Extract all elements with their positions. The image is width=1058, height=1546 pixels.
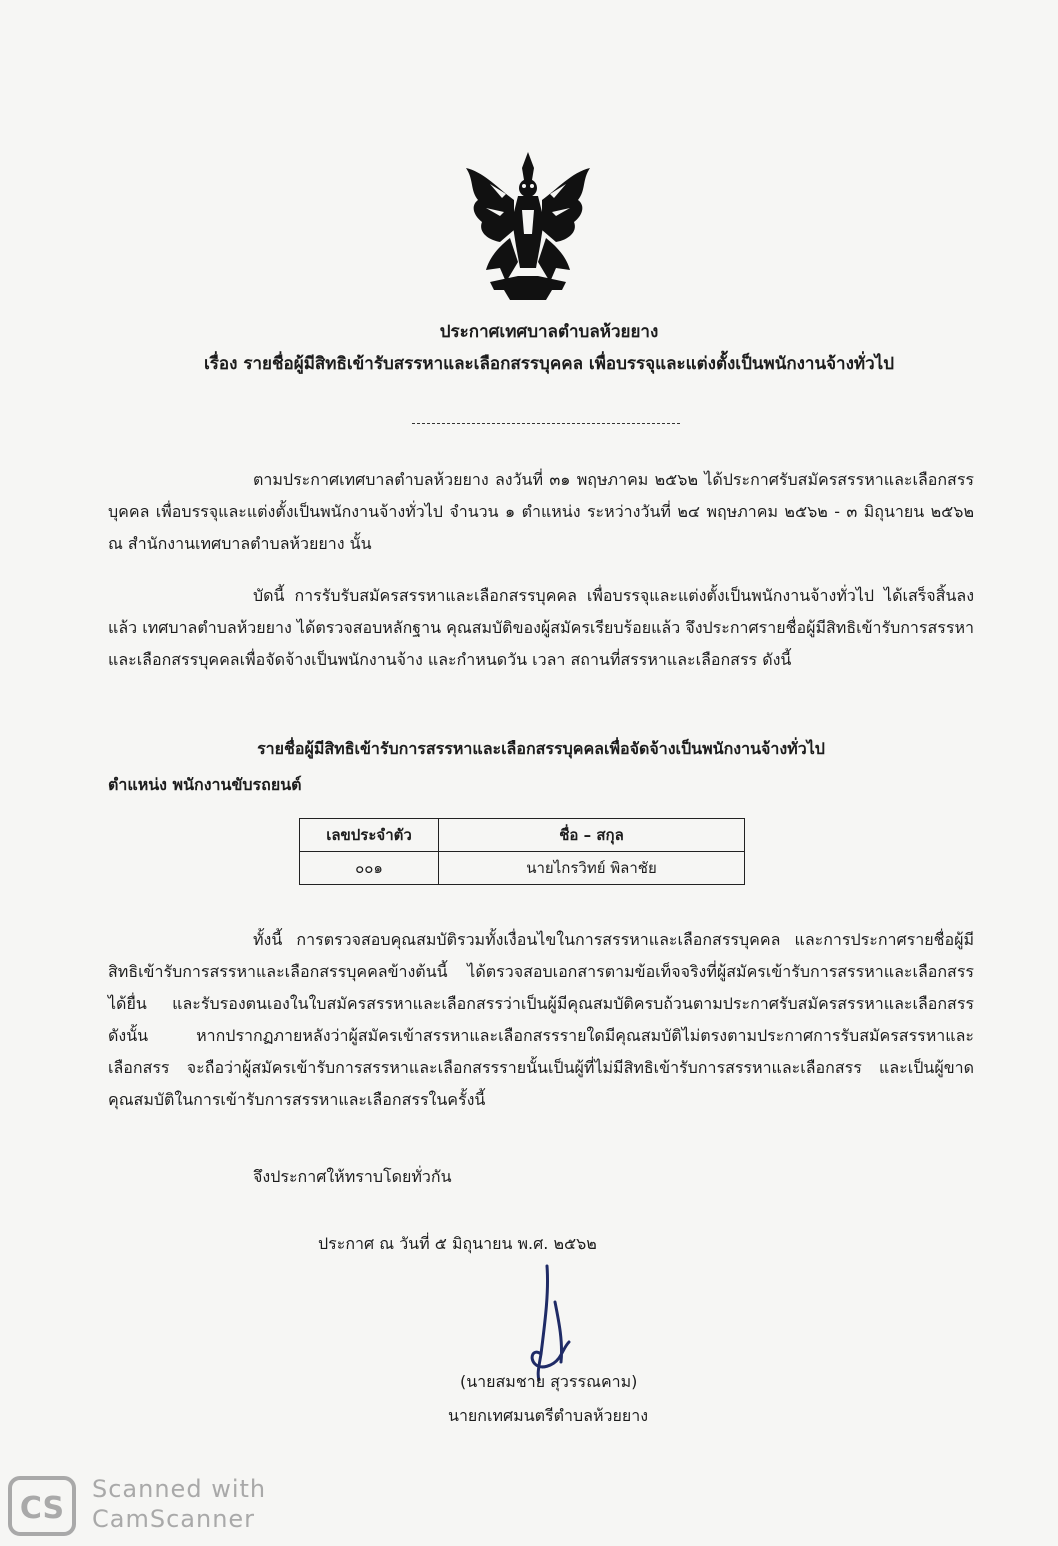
subject-heading: เรื่อง รายชื่อผู้มีสิทธิเข้ารับสรรหาและเลือกสรรบุคคล เพื่อบรรจุและแต่งตั้งเป็นพนักงานจ้างทั่วไป [203,354,894,374]
watermark-line2: CamScanner [92,1505,256,1533]
garuda-emblem-icon [460,150,596,302]
agency-heading: ประกาศเทศบาลตำบลห้วยยาง [439,322,659,342]
camscanner-logo-icon [8,1476,76,1536]
signer-title: นายกเทศมนตรีตำบลห้วยยาง [448,1406,649,1425]
paragraph-text: ตามประกาศเทศบาลตำบลห้วยยาง ลงวันที่ ๓๑ พฤษภาคม ๒๕๖๒ ได้ประกาศรับสมัครสรรหาและเลือกสรรบุคคล เพื่อบรรจุและแต่งตั้งเป็นพนักงานจ้างทั่วไป จำนวน ๑ ตำแหน่ง ระหว่างวันที่ ๒๔ พฤษภาคม ๒๕๖๒ - ๓ มิถุนายน ๒๕๖๒ ณ สำนักงานเทศบาลตำบลห้วยยาง นั้น [108,470,975,553]
position-label: ตำแหน่ง พนักงานขับรถยนต์ [108,775,302,794]
table-row [300,852,745,885]
camscanner-logo-text: CS [19,1491,65,1526]
column-header-id: เลขประจำตัว [300,819,439,852]
list-title: รายชื่อผู้มีสิทธิเข้ารับการสรรหาและเลือกสรรบุคคลเพื่อจัดจ้างเป็นพนักงานจ้างทั่วไป [257,739,825,758]
cell-id: ๐๐๑ [300,852,439,885]
announcement-date: ประกาศ ณ วันที่ ๕ มิถุนายน พ.ศ. ๒๕๖๒ [318,1234,597,1253]
table-header-row [300,819,745,852]
paragraph-conditions [108,924,974,1116]
paragraph-text: ทั้งนี้ การตรวจสอบคุณสมบัติรวมทั้งเงื่อนไขในการสรรหาและเลือกสรรบุคคล และการประกาศรายชื่อผู้มีสิทธิเข้ารับการสรรหาและเลือกสรรบุคคลข้างต้นนี้ ได้ตรวจสอบเอกสารตามข้อเท็จจริงที่ผู้สมัครเข้ารับการสรรหาและเลือกสรรได้ยื่น และรับรองตนเองในใบสมัครสรรหาและเลือกสรรว่าเป็นผู้มีคุณสมบัติครบถ้วนตามประกาศรับสมัครสรรหาและเลือกสรร ดังนั้น หากปรากฏภายหลังว่าผู้สมัครเข้าสรรหาและเลือกสรรรายใดมีคุณสมบัติไม่ตรงตามประกาศการรับสมัครสรรหาและเลือกสรร จะถือว่าผู้สมัครเข้ารับการสรรหาและเลือกสรรรายนั้นเป็นผู้ที่ไม่มีสิทธิเข้ารับการสรรหาและเลือกสรร และเป็นผู้ขาดคุณสมบัติในการเข้ารับการสรรหาและเลือกสรรในครั้งนี้ [108,930,974,1109]
cell-name: นายไกรวิทย์ พิลาชัย [439,852,745,885]
signer-name: (นายสมชาย สุวรรณคาม) [460,1372,638,1391]
scanner-watermark [92,1474,266,1534]
divider [412,423,680,424]
paragraph-announcement-reference [108,464,974,560]
column-header-name: ชื่อ – สกุล [439,819,745,852]
paragraph-text: บัดนี้ การรับรับสมัครสรรหาและเลือกสรรบุคคล เพื่อบรรจุและแต่งตั้งเป็นพนักงานจ้างทั่วไป ได้เสร็จสิ้นลงแล้ว เทศบาลตำบลห้วยยาง ได้ตรวจสอบหลักฐาน คุณสมบัติของผู้สมัครเรียบร้อยแล้ว จึงประกาศรายชื่อผู้มีสิทธิเข้ารับการสรรหาและเลือกสรรบุคคลเพื่อจัดจ้างเป็นพนักงานจ้าง และกำหนดวัน เวลา สถานที่สรรหาและเลือกสรร ดังนี้ [108,586,974,669]
signature-icon [525,1262,575,1384]
candidate-table [299,818,745,885]
watermark-line1: Scanned with [92,1475,267,1503]
paragraph-text: จึงประกาศให้ทราบโดยทั่วกัน [253,1167,452,1186]
paragraph-closing [108,1161,974,1193]
paragraph-result [108,580,974,676]
